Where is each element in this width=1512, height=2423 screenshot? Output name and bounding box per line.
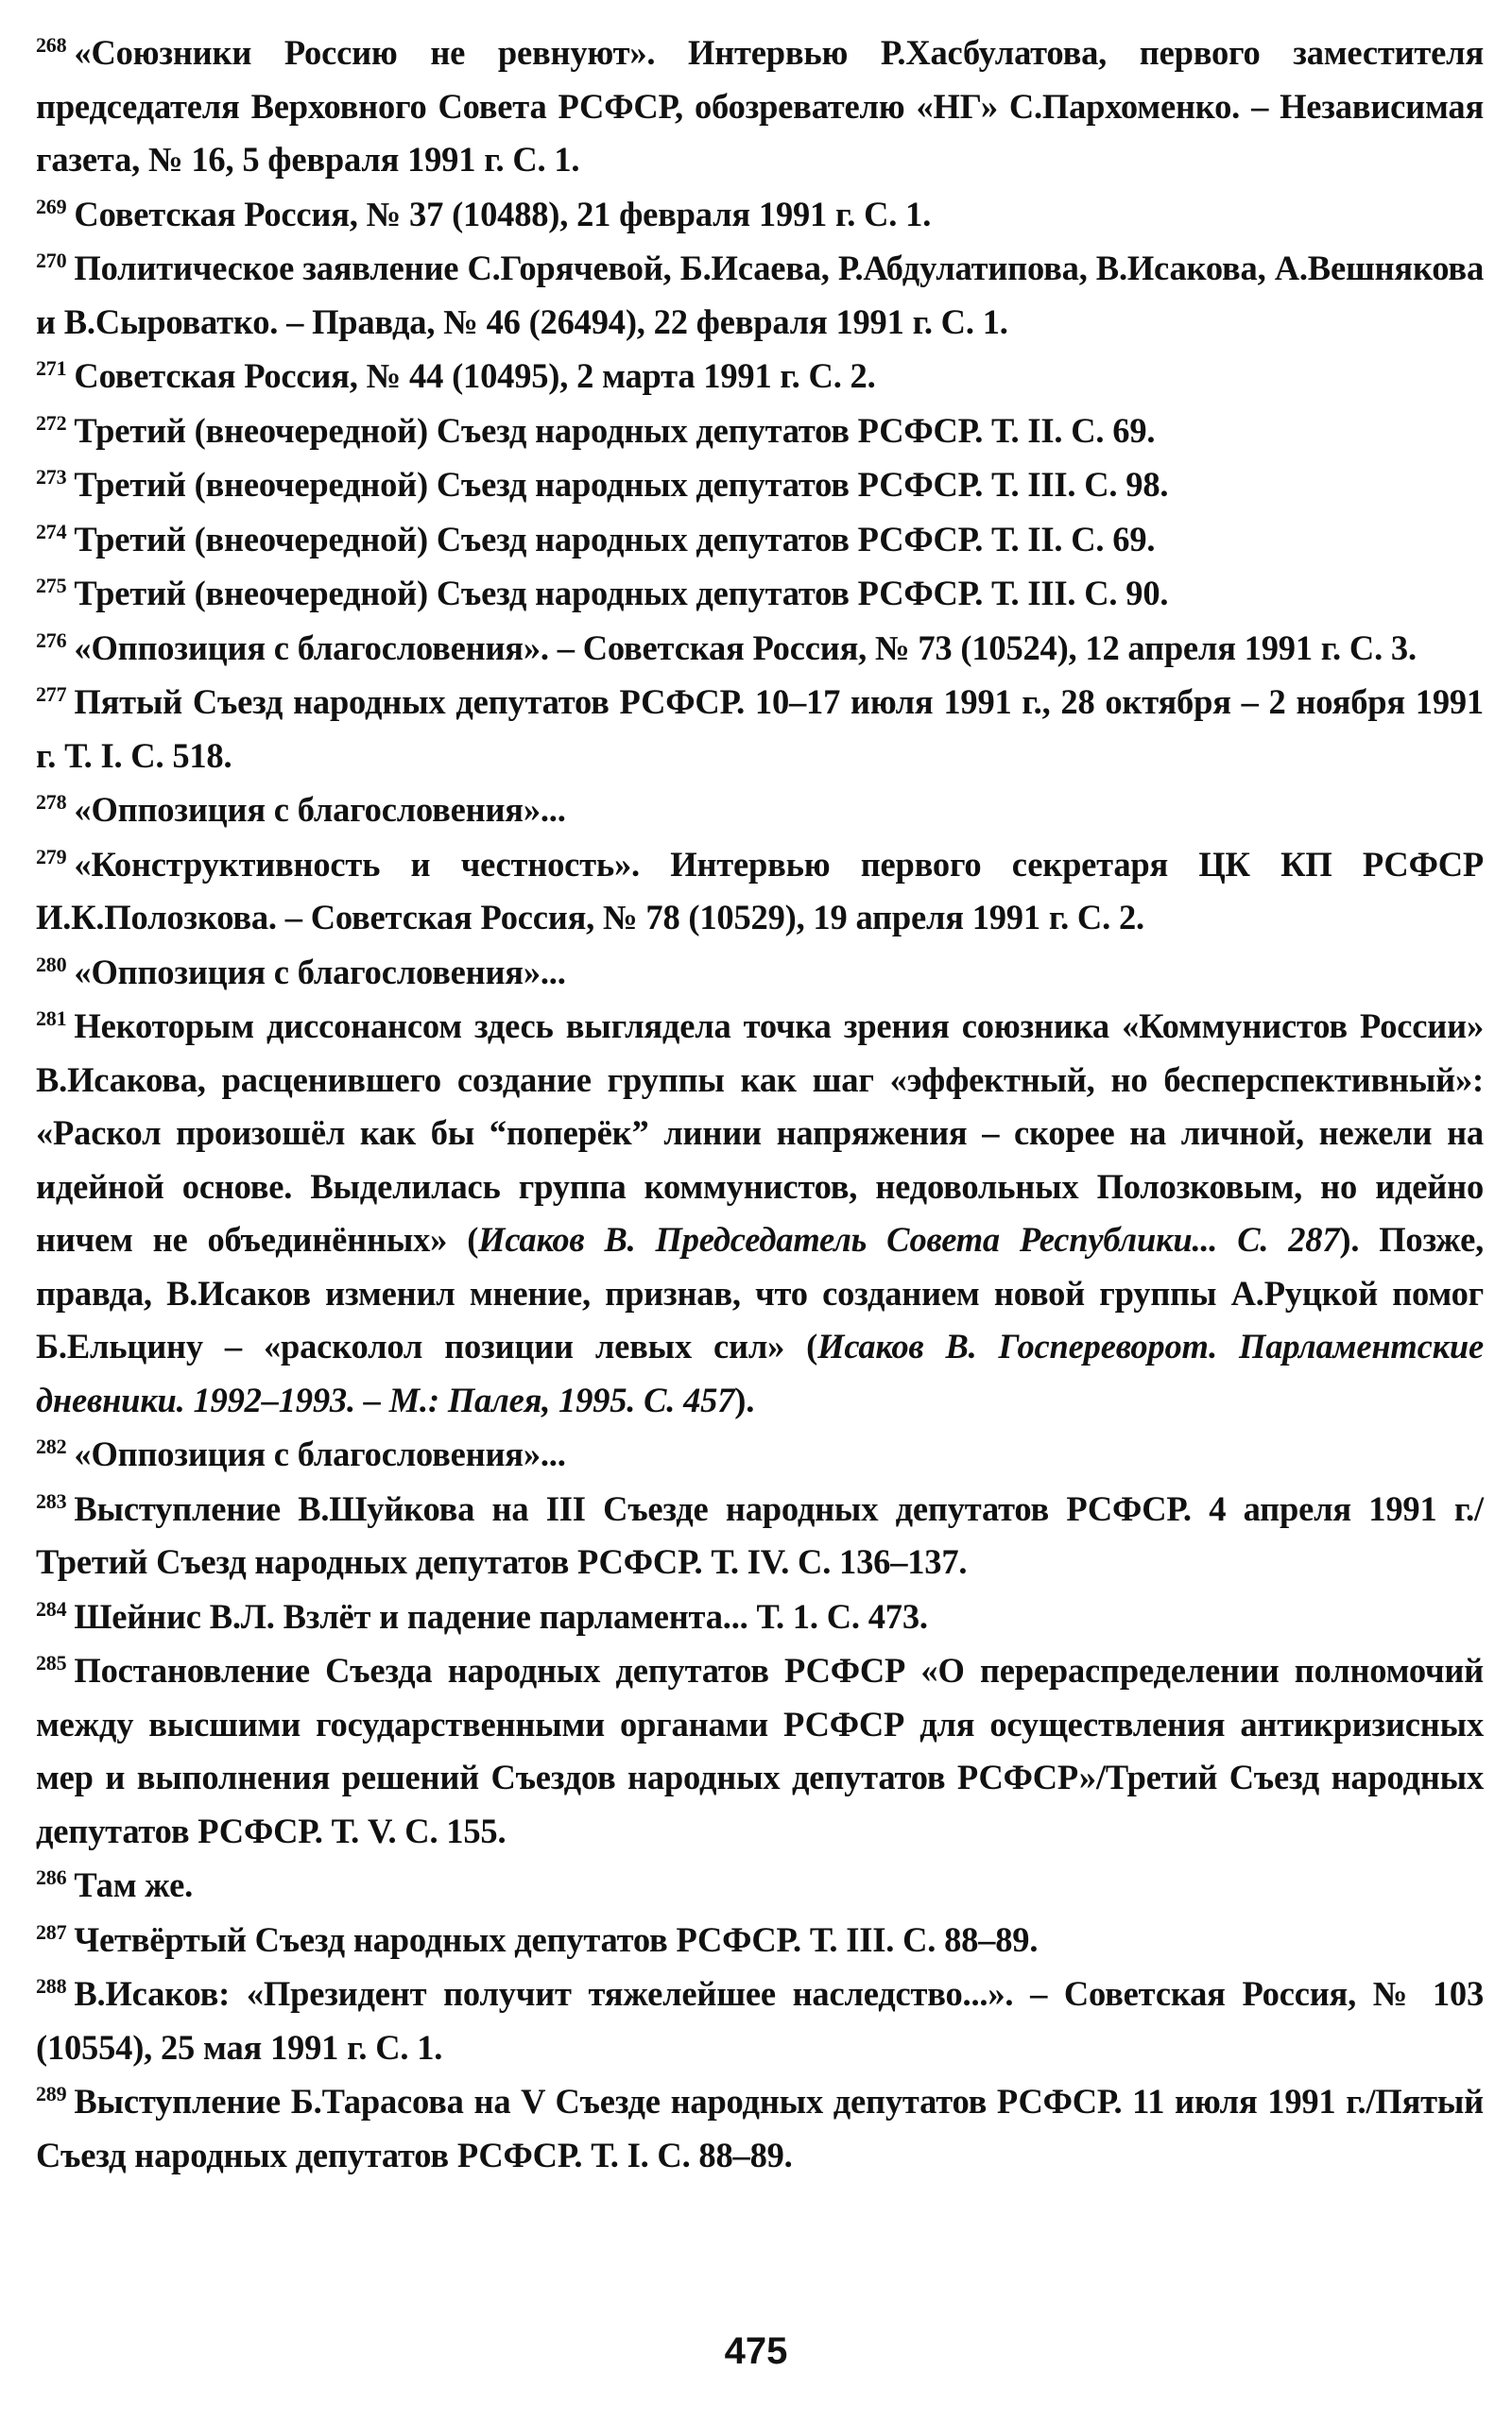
- footnote-text: «Оппозиция с благословения». – Советская Россия, № 73 (10524), 12 апреля 1991 г. С. 3.: [74, 627, 1417, 667]
- footnote-number: 275: [36, 574, 67, 597]
- footnote-277: [36, 676, 1484, 782]
- footnote-284: [36, 1590, 1484, 1644]
- footnote-text: Третий (внеочередной) Съезд народных депутатов РСФСР. Т. III. С. 90.: [74, 574, 1169, 612]
- page-number: 475: [724, 2330, 788, 2372]
- footnote-text: «Конструктивность и честность». Интервью первого секретаря ЦК КП РСФСР И.К.Полозкова. – Советская Россия, № 78 (10529), 19 апреля 1991 г. С. 2.: [36, 844, 1484, 937]
- footnote-278: [36, 783, 1484, 837]
- footnote-number: 268: [36, 33, 67, 57]
- footnote-text: Выступление Б.Тарасова на V Съезде народных депутатов РСФСР. 11 июля 1991 г./Пятый Съезд народных депутатов РСФСР. Т. I. С. 88–89.: [36, 2082, 1484, 2174]
- footnote-269: [36, 188, 1484, 242]
- footnote-number: 289: [36, 2082, 67, 2105]
- footnote-number: 271: [36, 356, 67, 380]
- footnote-text: Советская Россия, № 44 (10495), 2 марта 1991 г. С. 2.: [74, 356, 876, 395]
- footnote-285: [36, 1644, 1484, 1858]
- footnote-281: [36, 1000, 1484, 1427]
- footnote-text: ). Позже, правда, В.Исаков изменил мнение, признав, что созданием новой группы А.Руцкой помог Б.Ельцину – «расколол позиции левых сил» (: [36, 1220, 1484, 1366]
- footnote-number: 285: [36, 1651, 67, 1675]
- footnote-text: Советская Россия, № 37 (10488), 21 февраля 1991 г. С. 1.: [74, 194, 932, 233]
- footnote-text: Политическое заявление С.Горячевой, Б.Исаева, Р.Абдулатипова, В.Исакова, А.Вешнякова и В.Сыроватко. – Правда, № 46 (26494), 22 февраля 1991 г. С. 1.: [36, 249, 1484, 341]
- footnote-288: [36, 1968, 1484, 2074]
- footnote-273: [36, 458, 1484, 512]
- footnote-287: [36, 1914, 1484, 1968]
- footnote-number: 269: [36, 194, 67, 218]
- footnote-268: [36, 26, 1484, 187]
- footnote-number: 272: [36, 410, 67, 435]
- footnote-text: «Оппозиция с благословения»...: [74, 1435, 566, 1473]
- footnote-number: 284: [36, 1596, 67, 1621]
- footnote-citation-italic: Исаков В. Председатель Совета Республики... С. 287: [478, 1220, 1340, 1259]
- footnote-number: 288: [36, 1974, 67, 1998]
- footnote-number: 270: [36, 249, 67, 272]
- footnote-text: Шейнис В.Л. Взлёт и падение парламента... Т. 1. С. 473.: [74, 1596, 928, 1636]
- footnote-text: Третий (внеочередной) Съезд народных депутатов РСФСР. Т. II. С. 69.: [74, 410, 1156, 450]
- footnote-text: Пятый Съезд народных депутатов РСФСР. 10–17 июля 1991 г., 28 октября – 2 ноября 1991 г. Т. I. С. 518.: [36, 682, 1484, 775]
- footnote-274: [36, 513, 1484, 567]
- footnote-number: 283: [36, 1488, 67, 1513]
- footnote-number: 281: [36, 1006, 67, 1030]
- footnote-280: [36, 946, 1484, 1000]
- footnote-number: 280: [36, 952, 67, 976]
- footnote-text: Третий (внеочередной) Съезд народных депутатов РСФСР. Т. III. С. 98.: [74, 465, 1169, 504]
- footnote-272: [36, 404, 1484, 458]
- footnote-286: [36, 1859, 1484, 1913]
- footnote-289: [36, 2075, 1484, 2182]
- footnote-270: [36, 242, 1484, 349]
- footnote-text: Постановление Съезда народных депутатов РСФСР «О перераспределении полномочий между высшими государственными органами РСФСР для осуществления антикризисных мер и выполнения решений Съездов народных депутатов РСФСР»/Третий Съезд народных депутатов РСФСР. Т. V. С. 155.: [36, 1651, 1484, 1850]
- footnote-text: Выступление В.Шуйкова на III Съезде народных депутатов РСФСР. 4 апреля 1991 г./Третий Съезд народных депутатов РСФСР. Т. IV. С. 136–137.: [36, 1488, 1484, 1581]
- footnote-text: «Оппозиция с благословения»...: [74, 952, 566, 991]
- footnote-number: 287: [36, 1919, 67, 1944]
- footnote-text: Там же.: [74, 1865, 193, 1904]
- footnote-number: 282: [36, 1435, 67, 1458]
- footnote-text: Четвёртый Съезд народных депутатов РСФСР. Т. III. С. 88–89.: [74, 1919, 1039, 1959]
- footnote-number: 273: [36, 465, 67, 489]
- footnote-list: [36, 26, 1484, 2182]
- footnote-number: 279: [36, 844, 67, 868]
- footnote-text: Некоторым диссонансом здесь выглядела точка зрения союзника «Коммунистов России» В.Исакова, расценившего создание группы как шаг «эффектный, но бесперспективный»: «Раскол произошёл как бы “поперёк” линии напряжения – скорее на личной, нежели на идейной основе. Выделилась группа коммунистов, недовольных Полозковым, но идейно ничем не объединённых» (: [36, 1006, 1484, 1259]
- footnote-text: ).: [734, 1380, 755, 1419]
- footnote-276: [36, 622, 1484, 676]
- footnote-text: «Союзники Россию не ревнуют». Интервью Р.Хасбулатова, первого заместителя председателя Верховного Совета РСФСР, обозревателю «НГ» С.Пархоменко. – Независимая газета, № 16, 5 февраля 1991 г. С. 1.: [36, 33, 1484, 179]
- footnote-271: [36, 350, 1484, 404]
- footnote-text: В.Исаков: «Президент получит тяжелейшее наследство...». – Советская Россия, № 103 (10554), 25 мая 1991 г. С. 1.: [36, 1974, 1484, 2067]
- footnote-number: 274: [36, 519, 67, 543]
- footnote-282: [36, 1428, 1484, 1482]
- footnote-text: «Оппозиция с благословения»...: [74, 790, 566, 829]
- footnote-number: 278: [36, 790, 67, 814]
- footnote-279: [36, 838, 1484, 945]
- footnote-number: 276: [36, 627, 67, 652]
- footnote-citation-italic: Исаков В. Госпереворот. Парламентские дневники. 1992–1993. – М.: Палея, 1995. С. 457: [36, 1327, 1484, 1419]
- footnote-text: Третий (внеочередной) Съезд народных депутатов РСФСР. Т. II. С. 69.: [74, 519, 1156, 558]
- footnote-283: [36, 1483, 1484, 1590]
- footnote-275: [36, 567, 1484, 621]
- footnote-number: 286: [36, 1865, 67, 1889]
- footnote-number: 277: [36, 682, 67, 706]
